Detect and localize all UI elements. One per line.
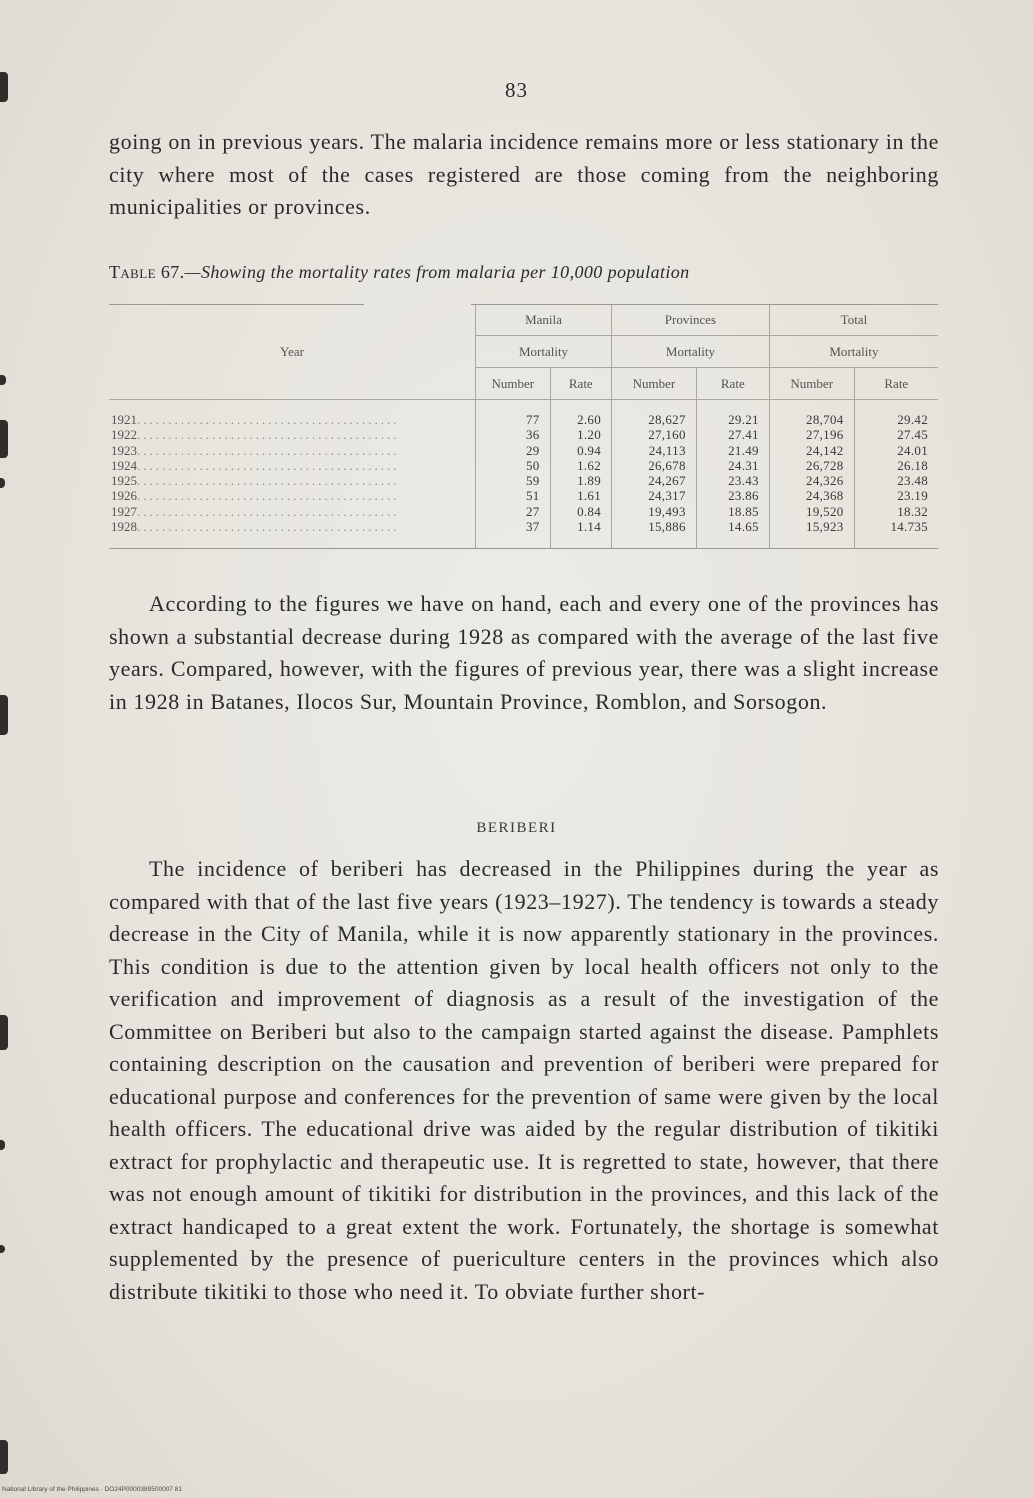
table-row [109,458,938,473]
table-cell: 23.43 [696,473,769,488]
table-cell: 27.45 [897,427,928,443]
table-caption-text: —Showing the mortality rates from malaria per 10,000 population [184,262,690,282]
binding-hole-mark [0,1245,5,1253]
year-label: 1928 [111,519,137,535]
group-header-manila: Manila [476,304,612,336]
binding-hole-mark [0,1440,8,1474]
footer-note: National Library of the Philippines · DO24P0000389500007 81 [2,1486,182,1493]
table-cell: 26,728 [769,458,854,473]
year-cell [109,400,476,428]
year-cell [109,458,476,473]
leader-dots: .......................................... [137,427,400,443]
table-cell: 15,923 [769,519,854,549]
column-header: Rate [550,368,611,400]
table-cell: 21.49 [696,443,769,458]
table-cell: 18.32 [897,503,928,519]
malaria-mortality-table [109,304,938,574]
table-cell: 1.14 [550,519,611,549]
column-header: Rate [854,368,938,400]
table-row [109,488,938,503]
subheader-mortality: Mortality [769,336,938,368]
binding-hole-mark [0,1015,8,1050]
table-cell: 27,160 [612,427,697,442]
table-cell: 14.65 [696,519,769,549]
binding-hole-mark [0,478,5,488]
table-cell: 24.01 [897,442,928,458]
table-cell: 1.62 [550,458,611,473]
opening-paragraph: going on in previous years. The malaria incidence remains more or less stationary in the city where most of the cases registered are those coming from the neighboring municipalities or provinces. [109,129,939,219]
table-top-rule [109,304,364,305]
table-cell: 24,368 [769,488,854,503]
subheader-mortality: Mortality [612,336,770,368]
page-number: 83 [505,78,528,102]
table-cell: 19,493 [612,504,697,519]
table-caption-label: Table 67. [109,262,185,282]
table-cell: 1.20 [550,427,611,442]
table-top-rule [471,304,938,305]
beriberi-paragraph: The incidence of beriberi has decreased in the Philippines during the year as compared with that of the last five years (1923–1927). The tendency is towards a steady decrease in the City of Manila, while it is now apparently stationary in the provinces. This condition is due to the attention given by local health officers not only to the verification and improvement of diagnosis as a result of the investigation of the Committee on Beriberi but also to the campaign started against the disease. Pamphlets containing description on the causation and prevention of beriberi were prepared for educational purpose and conferences for the prevention of same were given by the local health officers. The educational drive was aided by the regular distribution of tikitiki extract for prophylactic and therapeutic use. It is regretted to state, however, that there was not enough amount of tikitiki for distribution in the provinces, and this lack of the extract handicaped to a great extent the work. Fortunately, the shortage is somewhat supplemented by the presence of puericulture centers in the provinces which also distribute tikitiki to those who need it. To obviate further short- [109,856,939,1304]
table-cell: 26.18 [897,457,928,473]
leader-dots: .......................................... [137,503,400,519]
table-row [109,443,938,458]
table-cell: 0.94 [550,443,611,458]
section-heading: BERIBERI [476,820,557,836]
table-cell: 1.61 [550,488,611,503]
binding-hole-mark [0,420,8,458]
table-cell: 0.84 [550,504,611,519]
year-label: 1925 [111,473,137,489]
column-header: Number [612,368,697,400]
table-cell: 51 [476,488,551,503]
year-cell [109,519,476,549]
table-cell: 24,317 [612,488,697,503]
table-cell: 59 [476,473,551,488]
year-label: 1923 [111,442,137,458]
table-cell: 24,326 [769,473,854,488]
table-cell: 24.31 [696,458,769,473]
table-cell: 27.41 [696,427,769,442]
leader-dots: .......................................... [137,519,400,535]
table-cell: 19,520 [769,504,854,519]
table-cell: 29 [476,443,551,458]
year-cell [109,504,476,519]
table-cell: 18.85 [696,504,769,519]
group-header-total: Total [769,304,938,336]
table-cell: 2.60 [550,400,611,428]
year-cell [109,427,476,442]
binding-hole-mark [0,695,8,735]
table-cell: 24,142 [769,443,854,458]
column-header: Number [769,368,854,400]
column-header: Rate [696,368,769,400]
leader-dots: .......................................... [137,488,400,504]
year-cell [109,443,476,458]
year-cell [109,488,476,503]
table-cell: 36 [476,427,551,442]
column-header: Number [476,368,551,400]
table-row [109,400,938,428]
table-cell: 15,886 [612,519,697,549]
leader-dots: .......................................... [137,473,400,489]
year-label: 1922 [111,427,137,443]
table-cell: 77 [476,400,551,428]
table-cell: 29.21 [696,400,769,428]
year-cell [109,473,476,488]
table-cell: 29.42 [897,412,928,427]
table-row [109,504,938,519]
leader-dots: .......................................... [137,412,400,427]
table-cell: 26,678 [612,458,697,473]
table-cell: 23.48 [897,473,928,489]
table-cell: 23.19 [897,488,928,504]
table-cell: 28,704 [769,400,854,428]
year-label: 1924 [111,457,137,473]
table-cell: 28,627 [612,400,697,428]
binding-hole-mark [0,1140,5,1150]
table-row [109,473,938,488]
leader-dots: .......................................... [137,442,400,458]
provinces-paragraph: According to the figures we have on hand, each and every one of the provinces has shown a substantial decrease during 1928 as compared with the average of the last five years. Compared, however, with the figures of previous year, there was a slight increase in 1928 in Batanes, Ilocos Sur, Mountain Province, Romblon, and Sorsogon. [109,591,939,714]
year-label: 1926 [111,488,137,504]
table-cell: 27,196 [769,427,854,442]
table-cell: 24,267 [612,473,697,488]
year-label: 1927 [111,503,137,519]
year-label: 1921 [111,412,137,427]
table-cell: 1.89 [550,473,611,488]
year-column-header: Year [109,304,476,400]
table-row [109,427,938,442]
subheader-mortality: Mortality [476,336,612,368]
binding-hole-mark [0,375,6,385]
table-caption [109,262,939,283]
table-cell: 27 [476,504,551,519]
leader-dots: .......................................... [137,457,400,473]
table-cell: 37 [476,519,551,549]
mortality-table [109,304,938,549]
table-cell: 50 [476,458,551,473]
group-header-provinces: Provinces [612,304,770,336]
table-cell: 23.86 [696,488,769,503]
table-cell: 14.735 [854,519,938,549]
table-row [109,519,938,549]
table-cell: 24,113 [612,443,697,458]
